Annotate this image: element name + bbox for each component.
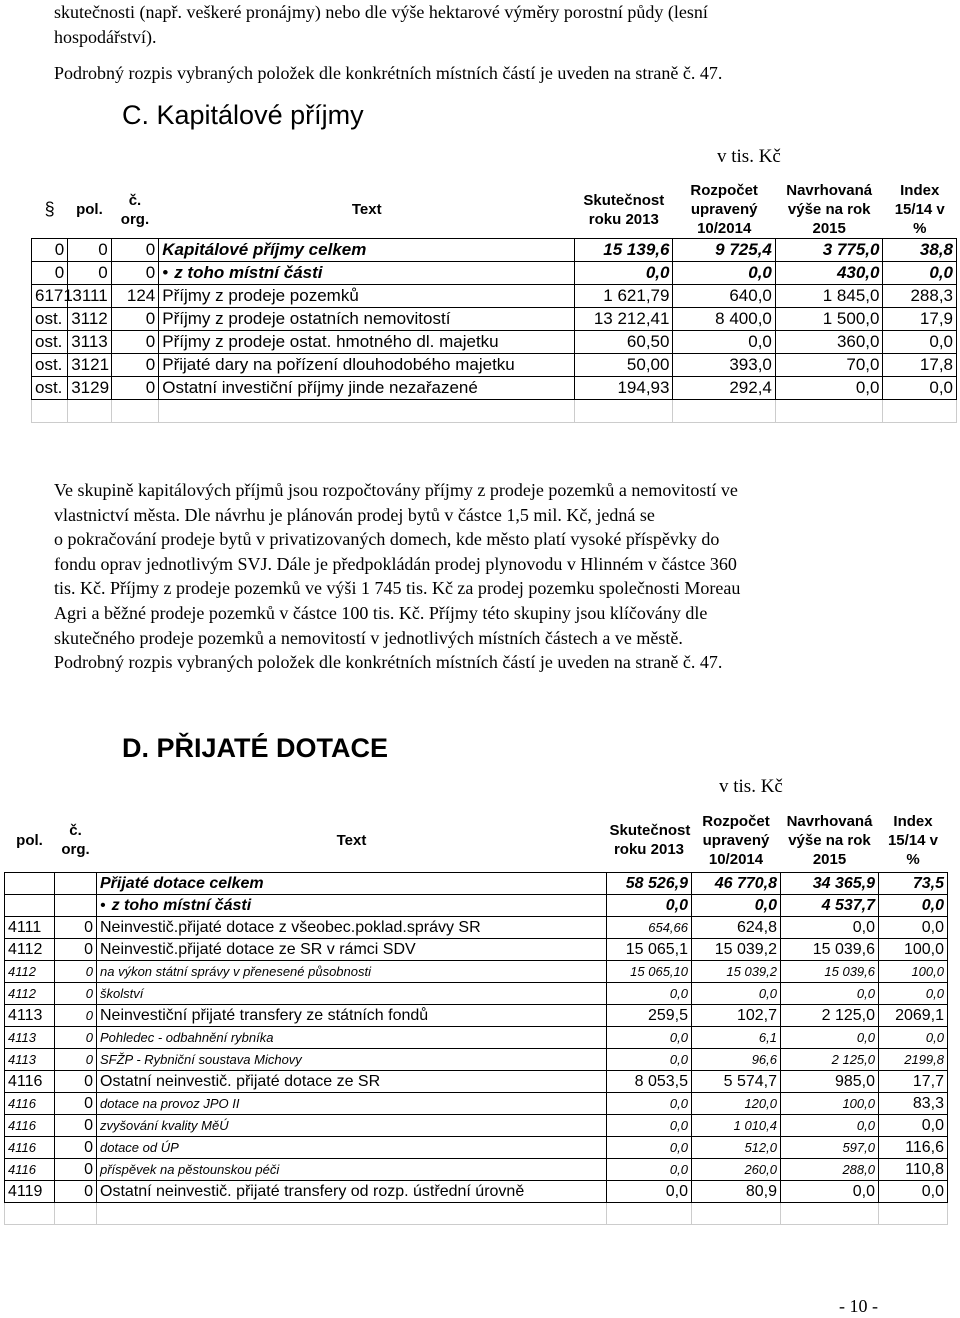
cell-org: 0 <box>55 961 97 983</box>
cell-pol: 4113 <box>5 1049 55 1071</box>
cell-rozpocet: 15 039,2 <box>692 939 781 961</box>
header-index-line3: % <box>906 850 920 868</box>
section-c-unit: v tis. Kč <box>717 146 781 167</box>
header-pol: pol. <box>76 201 103 218</box>
cell-pol: 4112 <box>5 961 55 983</box>
header-navrhovana-line3: 2015 <box>812 850 847 868</box>
cell-rozpocet: 0,0 <box>673 331 775 354</box>
cell-text <box>159 262 575 285</box>
header-rozpocet-line1: Rozpočet <box>690 182 758 199</box>
empty-cell <box>781 1203 879 1225</box>
header-index-line1: Index <box>900 182 940 199</box>
cell-skutecnost: 0,0 <box>607 1137 692 1159</box>
header-skutecnost-line1: Skutečnost <box>609 822 691 839</box>
table-header-row <box>5 808 948 873</box>
cell-navrh: 2 125,0 <box>781 1005 879 1027</box>
cell-navrh: 0,0 <box>775 377 883 400</box>
cell-text: dotace na provoz JPO II <box>97 1093 607 1115</box>
paragraph-line: tis. Kč. Příjmy z prodeje pozemků ve výši 1 745 tis. Kč za prodej pozemku společnosti Moreau <box>54 578 741 599</box>
cell-text: školství <box>97 983 607 1005</box>
table-row <box>5 917 948 939</box>
table-row <box>5 939 948 961</box>
cell-rozpocet: 8 400,0 <box>673 308 775 331</box>
paragraph-line: o pokračování prodeje bytů v privatizovaných domech, kde město platí vysoké příspěvky do <box>54 529 720 550</box>
cell-skutecnost: 0,0 <box>607 1181 692 1203</box>
cell-text: Přijaté dotace celkem <box>97 873 607 895</box>
table-row <box>5 1181 948 1203</box>
empty-cell <box>97 1203 607 1225</box>
top-paragraph-line: Podrobný rozpis vybraných položek dle konkrétních místních částí je uveden na straně č. 47. <box>54 63 723 83</box>
cell-org: 0 <box>55 917 97 939</box>
cell-skutecnost: 0,0 <box>607 895 692 917</box>
cell-text <box>97 895 607 917</box>
header-org-line1: č. <box>128 191 142 209</box>
cell-skutecnost: 654,66 <box>607 917 692 939</box>
cell-text: Neinvestič.přijaté dotace ze SR v rámci SDV <box>97 939 607 961</box>
cell-skutecnost: 50,00 <box>575 354 673 377</box>
empty-cell <box>5 1203 55 1225</box>
cell-index: 0,0 <box>879 1115 948 1137</box>
cell-skutecnost: 13 212,41 <box>575 308 673 331</box>
cell-pol: 4116 <box>5 1137 55 1159</box>
header-rozpocet <box>673 181 775 239</box>
cell-navrh: 0,0 <box>781 1115 879 1137</box>
table-row <box>32 308 957 331</box>
cell-org <box>55 895 97 917</box>
cell-rozpocet: 96,6 <box>692 1049 781 1071</box>
empty-cell <box>673 400 775 423</box>
cell-org: 0 <box>55 1049 97 1071</box>
table-row <box>5 1049 948 1071</box>
cell-text: Příjmy z prodeje pozemků <box>159 285 575 308</box>
header-org <box>55 808 97 873</box>
table-row <box>5 1093 948 1115</box>
cell-skutecnost: 60,50 <box>575 331 673 354</box>
cell-index: 17,9 <box>883 308 957 331</box>
cell-org: 124 <box>111 285 159 308</box>
cell-rozpocet: 0,0 <box>692 895 781 917</box>
table-row <box>32 331 957 354</box>
cell-pol: 4116 <box>5 1093 55 1115</box>
cell-pol: 4113 <box>5 1005 55 1027</box>
cell-paragraph: ost. <box>32 354 68 377</box>
cell-index: 38,8 <box>883 239 957 262</box>
empty-cell <box>879 1203 948 1225</box>
paragraph-line: vlastnictví města. Dle návrhu je plánován prodej bytů v částce 1,5 mil. Kč, jedná se <box>54 504 655 525</box>
cell-index: 73,5 <box>879 873 948 895</box>
middle-paragraph <box>54 478 904 675</box>
header-rozpocet-line1: Rozpočet <box>702 812 770 830</box>
cell-rozpocet: 260,0 <box>692 1159 781 1181</box>
cell-paragraph: 0 <box>32 239 68 262</box>
cell-skutecnost: 15 065,10 <box>607 961 692 983</box>
cell-index: 17,7 <box>879 1071 948 1093</box>
cell-text: dotace od ÚP <box>97 1137 607 1159</box>
cell-skutecnost: 0,0 <box>607 1159 692 1181</box>
cell-org: 0 <box>55 1137 97 1159</box>
capital-income-table <box>31 181 957 423</box>
header-navrhovana-line2: výše na rok <box>788 831 871 849</box>
cell-pol <box>5 895 55 917</box>
header-index-line3: % <box>913 220 927 237</box>
cell-index: 0,0 <box>879 1027 948 1049</box>
cell-text: Neinvestiční přijaté transfery ze státních fondů <box>97 1005 607 1027</box>
cell-pol: 0 <box>68 239 111 262</box>
table-row <box>5 961 948 983</box>
bullet-text: • z toho místní části <box>162 263 322 282</box>
cell-index: 2069,1 <box>879 1005 948 1027</box>
cell-index: 110,8 <box>879 1159 948 1181</box>
paragraph-symbol: § <box>44 199 55 219</box>
cell-text: Ostatní investiční příjmy jinde nezařazené <box>159 377 575 400</box>
header-rozpocet <box>692 808 781 873</box>
header-rozpocet-line2: upravený <box>690 201 758 218</box>
cell-index: 0,0 <box>879 983 948 1005</box>
cell-pol: 4119 <box>5 1181 55 1203</box>
paragraph-line: Podrobný rozpis vybraných položek dle konkrétních místních částí je uveden na straně č. 47. <box>54 652 723 673</box>
cell-navrh: 0,0 <box>781 983 879 1005</box>
cell-pol: 3129 <box>68 377 111 400</box>
cell-paragraph: 6171 <box>32 285 68 308</box>
top-paragraph <box>54 0 904 86</box>
cell-rozpocet: 624,8 <box>692 917 781 939</box>
cell-pol: 3112 <box>68 308 111 331</box>
cell-skutecnost: 0,0 <box>607 1093 692 1115</box>
cell-paragraph: ost. <box>32 331 68 354</box>
header-skutecnost-line2: roku 2013 <box>588 210 659 228</box>
cell-pol: 4112 <box>5 983 55 1005</box>
empty-cell <box>111 400 159 423</box>
paragraph-line: Agri a běžné prodeje pozemků v částce 100 tis. Kč. Příjmy této skupiny jsou klíčovány dle <box>54 602 708 623</box>
cell-skutecnost: 0,0 <box>607 1115 692 1137</box>
cell-navrh: 430,0 <box>775 262 883 285</box>
header-rozpocet-line2: upravený <box>702 831 770 849</box>
cell-index: 17,8 <box>883 354 957 377</box>
cell-paragraph: ost. <box>32 377 68 400</box>
cell-pol: 4112 <box>5 939 55 961</box>
section-d-unit: v tis. Kč <box>719 776 783 797</box>
cell-pol: 3113 <box>68 331 111 354</box>
cell-org: 0 <box>111 354 159 377</box>
cell-rozpocet: 5 574,7 <box>692 1071 781 1093</box>
cell-navrh: 70,0 <box>775 354 883 377</box>
cell-index: 288,3 <box>883 285 957 308</box>
header-navrhovana-line3: 2015 <box>812 220 846 237</box>
cell-skutecnost: 194,93 <box>575 377 673 400</box>
cell-org: 0 <box>111 262 159 285</box>
cell-navrh: 0,0 <box>781 1027 879 1049</box>
table-row <box>5 1137 948 1159</box>
table-row <box>5 1071 948 1093</box>
cell-paragraph: ost. <box>32 308 68 331</box>
cell-index: 0,0 <box>879 917 948 939</box>
header-navrhovana-line2: výše na rok <box>787 201 871 218</box>
header-index-line2: 15/14 v <box>894 201 945 218</box>
cell-skutecnost: 259,5 <box>607 1005 692 1027</box>
header-index <box>879 808 948 873</box>
cell-rozpocet: 6,1 <box>692 1027 781 1049</box>
cell-org: 0 <box>55 1093 97 1115</box>
header-skutecnost-line1: Skutečnost <box>583 191 665 209</box>
header-org <box>111 181 159 239</box>
bullet-text: • z toho místní části <box>100 897 251 914</box>
cell-org: 0 <box>111 331 159 354</box>
cell-skutecnost: 15 065,1 <box>607 939 692 961</box>
cell-index: 0,0 <box>879 895 948 917</box>
cell-rozpocet: 393,0 <box>673 354 775 377</box>
empty-cell <box>68 400 111 423</box>
cell-navrh: 1 500,0 <box>775 308 883 331</box>
cell-org <box>55 873 97 895</box>
header-rozpocet-line3: 10/2014 <box>708 850 764 868</box>
header-text: Text <box>336 831 367 849</box>
cell-rozpocet: 102,7 <box>692 1005 781 1027</box>
cell-navrh: 4 537,7 <box>781 895 879 917</box>
cell-org: 0 <box>55 1005 97 1027</box>
cell-org: 0 <box>111 377 159 400</box>
cell-rozpocet: 512,0 <box>692 1137 781 1159</box>
paragraph-line: Ve skupině kapitálových příjmů jsou rozpočtovány příjmy z prodeje pozemků a nemovitostí ve <box>54 480 738 500</box>
cell-pol: 3121 <box>68 354 111 377</box>
cell-pol: 4116 <box>5 1071 55 1093</box>
header-navrhovana-line1: Navrhovaná <box>786 812 873 830</box>
cell-text: Pohledec - odbahnění rybníka <box>97 1027 607 1049</box>
cell-rozpocet: 15 039,2 <box>692 961 781 983</box>
cell-rozpocet: 292,4 <box>673 377 775 400</box>
cell-org: 0 <box>111 308 159 331</box>
section-d-title: D. PŘIJATÉ DOTACE <box>122 733 389 763</box>
cell-text: Neinvestič.přijaté dotace z všeobec.poklad.správy SR <box>97 917 607 939</box>
header-skutecnost <box>607 808 692 873</box>
cell-org: 0 <box>55 1159 97 1181</box>
cell-rozpocet: 80,9 <box>692 1181 781 1203</box>
cell-org: 0 <box>55 1071 97 1093</box>
cell-navrh: 15 039,6 <box>781 939 879 961</box>
table-row <box>32 354 957 377</box>
cell-navrh: 985,0 <box>781 1071 879 1093</box>
cell-pol <box>5 873 55 895</box>
table-header-row <box>32 181 957 239</box>
empty-cell <box>607 1203 692 1225</box>
cell-org: 0 <box>111 239 159 262</box>
table-row <box>5 1027 948 1049</box>
empty-cell <box>575 400 673 423</box>
cell-rozpocet: 0,0 <box>673 262 775 285</box>
table-row <box>5 873 948 895</box>
cell-pol: 3111 <box>68 285 111 308</box>
cell-org: 0 <box>55 983 97 1005</box>
header-text: Text <box>351 201 382 218</box>
paragraph-line: fondu oprav jednotlivým SVJ. Dále je předpokládán prodej plynovodu v Hlinném v částce 360 <box>54 553 737 574</box>
cell-navrh: 2 125,0 <box>781 1049 879 1071</box>
empty-cell <box>55 1203 97 1225</box>
table-row <box>32 239 957 262</box>
header-navrhovana <box>781 808 879 873</box>
header-org-line2: org. <box>120 210 150 228</box>
cell-navrh: 288,0 <box>781 1159 879 1181</box>
empty-row <box>5 1203 948 1225</box>
cell-org: 0 <box>55 1181 97 1203</box>
empty-cell <box>775 400 883 423</box>
table-row <box>5 1115 948 1137</box>
empty-row <box>32 400 957 423</box>
header-index-line1: Index <box>893 812 933 830</box>
cell-text: Příjmy z prodeje ostatních nemovitostí <box>159 308 575 331</box>
cell-skutecnost: 0,0 <box>575 262 673 285</box>
cell-text: příspěvek na pěstounskou péči <box>97 1159 607 1181</box>
table-row <box>5 895 948 917</box>
empty-cell <box>883 400 957 423</box>
cell-index: 0,0 <box>883 377 957 400</box>
header-rozpocet-line3: 10/2014 <box>697 220 752 237</box>
cell-index: 83,3 <box>879 1093 948 1115</box>
cell-org: 0 <box>55 1027 97 1049</box>
cell-rozpocet: 1 010,4 <box>692 1115 781 1137</box>
cell-text: Ostatní neinvestič. přijaté transfery od rozp. ústřední úrovně <box>97 1181 607 1203</box>
table-row <box>32 377 957 400</box>
cell-navrh: 597,0 <box>781 1137 879 1159</box>
cell-navrh: 3 775,0 <box>775 239 883 262</box>
header-skutecnost-line2: roku 2013 <box>613 841 685 858</box>
cell-index: 100,0 <box>879 961 948 983</box>
cell-index: 116,6 <box>879 1137 948 1159</box>
cell-skutecnost: 0,0 <box>607 983 692 1005</box>
cell-rozpocet: 640,0 <box>673 285 775 308</box>
empty-cell <box>32 400 68 423</box>
top-paragraph-line: skutečnosti (např. veškeré pronájmy) nebo dle výše hektarové výměry porostní půdy (lesní <box>54 2 708 22</box>
cell-skutecnost: 0,0 <box>607 1049 692 1071</box>
cell-navrh: 1 845,0 <box>775 285 883 308</box>
cell-org: 0 <box>55 939 97 961</box>
cell-pol: 4116 <box>5 1115 55 1137</box>
cell-navrh: 360,0 <box>775 331 883 354</box>
cell-skutecnost: 1 621,79 <box>575 285 673 308</box>
cell-text: Kapitálové příjmy celkem <box>159 239 575 262</box>
cell-navrh: 34 365,9 <box>781 873 879 895</box>
cell-text: zvyšování kvality MěÚ <box>97 1115 607 1137</box>
header-org-line2: org. <box>61 841 90 858</box>
cell-text: Přijaté dary na pořízení dlouhodobého majetku <box>159 354 575 377</box>
header-index-line2: 15/14 v <box>887 831 939 849</box>
cell-navrh: 0,0 <box>781 917 879 939</box>
table-row <box>5 983 948 1005</box>
cell-skutecnost: 0,0 <box>607 1027 692 1049</box>
cell-index: 0,0 <box>883 331 957 354</box>
cell-skutecnost: 8 053,5 <box>607 1071 692 1093</box>
header-skutecnost <box>575 181 673 239</box>
cell-index: 0,0 <box>879 1181 948 1203</box>
cell-org: 0 <box>55 1115 97 1137</box>
cell-text: Příjmy z prodeje ostat. hmotného dl. majetku <box>159 331 575 354</box>
table-row <box>5 1005 948 1027</box>
header-org-line1: č. <box>69 822 82 839</box>
cell-navrh: 15 039,6 <box>781 961 879 983</box>
cell-paragraph: 0 <box>32 262 68 285</box>
empty-cell <box>692 1203 781 1225</box>
table-row <box>32 262 957 285</box>
cell-navrh: 0,0 <box>781 1181 879 1203</box>
section-c-title: C. Kapitálové příjmy <box>122 100 364 130</box>
header-index <box>883 181 957 239</box>
cell-pol: 4113 <box>5 1027 55 1049</box>
table-row <box>32 285 957 308</box>
cell-text: na výkon státní správy v přenesené působnosti <box>97 961 607 983</box>
table-row <box>5 1159 948 1181</box>
cell-index: 2199,8 <box>879 1049 948 1071</box>
cell-navrh: 100,0 <box>781 1093 879 1115</box>
cell-pol: 4116 <box>5 1159 55 1181</box>
cell-rozpocet: 46 770,8 <box>692 873 781 895</box>
cell-pol: 4111 <box>5 917 55 939</box>
cell-text: Ostatní neinvestič. přijaté dotace ze SR <box>97 1071 607 1093</box>
top-paragraph-line: hospodářství). <box>54 27 157 47</box>
header-navrhovana <box>775 181 883 239</box>
header-pol: pol. <box>16 831 43 849</box>
cell-index: 100,0 <box>879 939 948 961</box>
cell-pol: 0 <box>68 262 111 285</box>
header-navrhovana-line1: Navrhovaná <box>786 182 873 199</box>
page-number: - 10 - <box>839 1296 878 1316</box>
cell-rozpocet: 120,0 <box>692 1093 781 1115</box>
cell-skutecnost: 15 139,6 <box>575 239 673 262</box>
cell-skutecnost: 58 526,9 <box>607 873 692 895</box>
cell-index: 0,0 <box>883 262 957 285</box>
cell-rozpocet: 9 725,4 <box>673 239 775 262</box>
paragraph-line: skutečného prodeje pozemků a nemovitostí v jednotlivých místních částech a ve městě. <box>54 627 683 648</box>
empty-cell <box>159 400 575 423</box>
received-grants-table <box>4 808 948 1225</box>
cell-rozpocet: 0,0 <box>692 983 781 1005</box>
cell-text: SFŽP - Rybniční soustava Michovy <box>97 1049 607 1071</box>
